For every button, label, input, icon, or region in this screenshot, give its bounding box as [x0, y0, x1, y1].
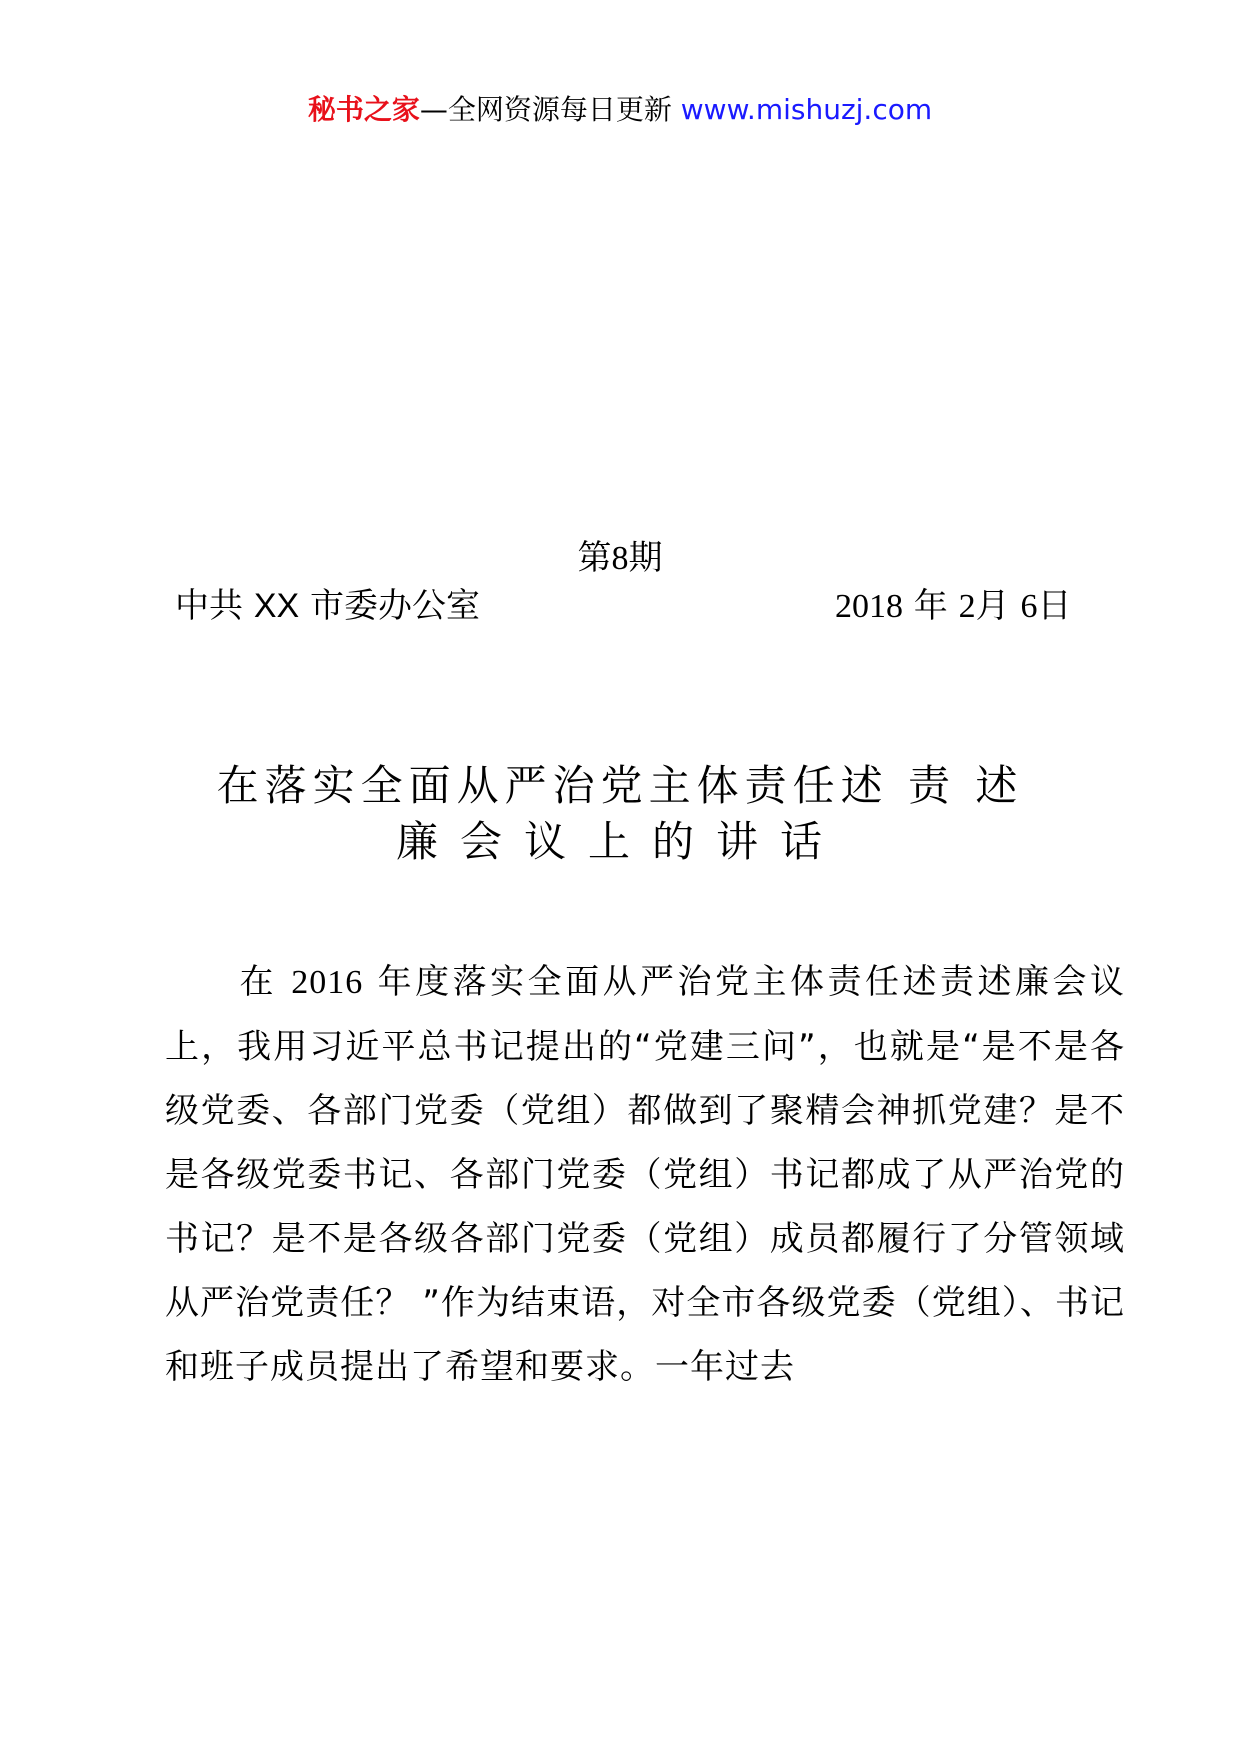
org-prefix: 中共	[175, 586, 243, 626]
document-title	[200, 758, 1040, 870]
issuing-organization	[175, 584, 480, 628]
org-suffix: 市委办公室	[309, 586, 480, 626]
issue-prefix: 第	[577, 538, 612, 578]
date-day-unit: 日	[1037, 586, 1072, 626]
date-month: 2	[958, 588, 976, 625]
issue-number	[0, 536, 1240, 581]
site-header	[0, 90, 1240, 130]
paragraph-text: 年度落实全面从严治党主体责任述责述廉会议上，我用习近平总书记提出的“党建三问”，也就是“是不是各级党委、各部门党委（党组）都做到了聚精会神抓党建？是不是各级党委书记、各部门党委（党组）书记都成了从严治党的书记？是不是各级各部门党委（党组）成员都履行了分管领域从严治党责任？ ”作为结束语，对全市各级党委（党组）、书记和班子成员提出了希望和要求。一年过去	[165, 962, 1125, 1387]
date-year-unit: 年	[903, 586, 959, 626]
brand-name: 秘书之家	[307, 93, 420, 126]
issue-date	[835, 584, 1071, 629]
title-line-2: 廉会议上的讲话	[395, 817, 844, 866]
org-placeholder: XX	[253, 587, 300, 625]
date-day: 6	[1020, 588, 1038, 625]
issue-value: 8	[611, 540, 629, 577]
header-slogan: —全网资源每日更新	[419, 93, 681, 126]
date-month-unit: 月	[975, 586, 1021, 626]
body-paragraph	[165, 950, 1125, 1399]
title-line-1: 在落实全面从严治党主体责任述 责 述	[216, 761, 1024, 810]
paragraph-lead: 在	[237, 962, 292, 1002]
paragraph-year: 2016	[291, 964, 364, 1001]
site-url-link[interactable]: www.mishuzj.com	[680, 93, 933, 126]
issue-suffix: 期	[628, 538, 663, 578]
date-year: 2018	[835, 588, 903, 625]
